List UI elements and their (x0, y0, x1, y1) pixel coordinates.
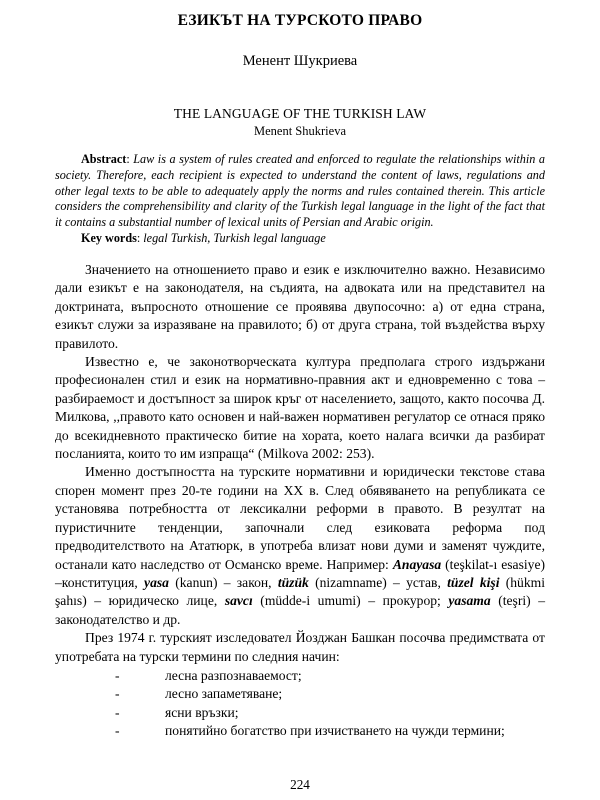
body-paragraph-2: Известно е, че законотворческата култура предполага строго издържани професионален стил и език на нормативно-правния акт и едновременно с това – разбираемост и достъпност за широк кръг от населението, защото, както посочва Д. Милкова, ,,правото като основен и най-важен нормативен регулатор се отнася пряко до всекидневното практическо битие на хората, което налага всички да разбират посланията, които то им изпраща“ (Milkova 2002: 253). (55, 354, 545, 462)
turkish-term-tuzuk: tüzük (277, 574, 309, 590)
list-item (55, 704, 545, 722)
abstract-paragraph (55, 152, 545, 231)
body-content (55, 261, 545, 666)
keywords-label: Key words (81, 231, 137, 246)
advantages-list (55, 667, 545, 741)
list-item-label: лесно запаметяване; (165, 686, 283, 702)
paragraph-3-segment: (kanun) – закон, (168, 574, 278, 590)
body-paragraph-3 (55, 463, 545, 629)
page-title: ЕЗИКЪТ НА ТУРСКОТО ПРАВО (177, 12, 423, 29)
list-bullet-dash: - (115, 704, 120, 720)
list-item-label: лесна разпознаваемост; (165, 667, 302, 683)
paragraph-3-segment: Именно достъпността на турските нормативни и юридически текстове става спорен момент през 20-те години на ХХ в. След обявяването на републиката се установява потребността от лексикални реформи в правото. В резултат на пуристичните тенденции, започнали след езиковата реформа под предводителството на Ататюрк, в употреба влизат нови думи и заменят чуждите, останали като наследство от Османско време. Например: (55, 464, 545, 572)
list-bullet-dash: - (115, 686, 120, 702)
list-bullet-dash: - (115, 667, 120, 683)
keywords-text: legal Turkish, Turkish legal language (143, 231, 326, 246)
author-name-bulgarian: Менент Шукриева (242, 52, 358, 69)
paragraph-3-segment: (teşri) – законодателство и др. (55, 593, 545, 627)
keywords-label-separator: : (136, 231, 141, 246)
turkish-term-tuzel-kisi: tüzel kişi (447, 574, 500, 590)
list-item-label: понятийно богатство при изчистването на чужди термини; (165, 723, 505, 739)
list-item-label: ясни връзки; (165, 704, 239, 720)
turkish-term-yasama: yasama (448, 593, 491, 609)
paragraph-3-segment: (müdde-i umumi) – прокурор; (252, 593, 449, 609)
turkish-term-anayasa: Anayasa (392, 556, 442, 572)
abstract-section (55, 152, 545, 247)
turkish-term-yasa: yasa (144, 574, 169, 590)
abstract-label: Abstract (81, 151, 127, 166)
body-paragraph-1: Значението на отношението право и език е изключително важно. Независимо дали езикът е на законодателя, на съдията, на адвоката или на представител на доктрината, въпросното отношение се проявява двупосочно: а) от една страна, езикът служи за изразяване на правилото; б) от друга страна, той въздейства върху правилото. (55, 262, 545, 351)
list-item (55, 685, 545, 703)
paragraph-3-segment: (hükmi şahıs) – юридическо лице, (55, 574, 546, 609)
abstract-label-separator: : (126, 151, 130, 166)
page-title-english: THE LANGUAGE OF THE TURKISH LAW (173, 105, 427, 121)
page-number: 224 (290, 777, 310, 792)
body-paragraph-4: През 1974 г. турският изследовател Йозджан Башкан посочва предимствата от употребата на турски термини по следния начин: (55, 630, 545, 664)
list-bullet-dash: - (115, 723, 120, 739)
list-item (55, 667, 545, 685)
abstract-text: Law is a system of rules created and enforced to regulate the relationships within a society. Therefore, each recipient is expected to understand the content of laws, regulations and other legal texts to be able to adequately apply the norms and rules contained therein. This article considers the comprehensibility and clarity of the Turkish legal language in the light of the fact that it contains a substantial number of lexical units of Persian and Arabic origin. (55, 151, 546, 230)
keywords-paragraph (55, 231, 545, 247)
author-name-english: Menent Shukrieva (254, 123, 346, 138)
list-item (55, 722, 545, 740)
paragraph-3-segment: (teşkilat-ı esasiye) –конституция, (55, 556, 545, 590)
turkish-term-savci: savcı (224, 593, 253, 609)
paragraph-3-segment: (nizamname) – устав, (308, 574, 448, 590)
